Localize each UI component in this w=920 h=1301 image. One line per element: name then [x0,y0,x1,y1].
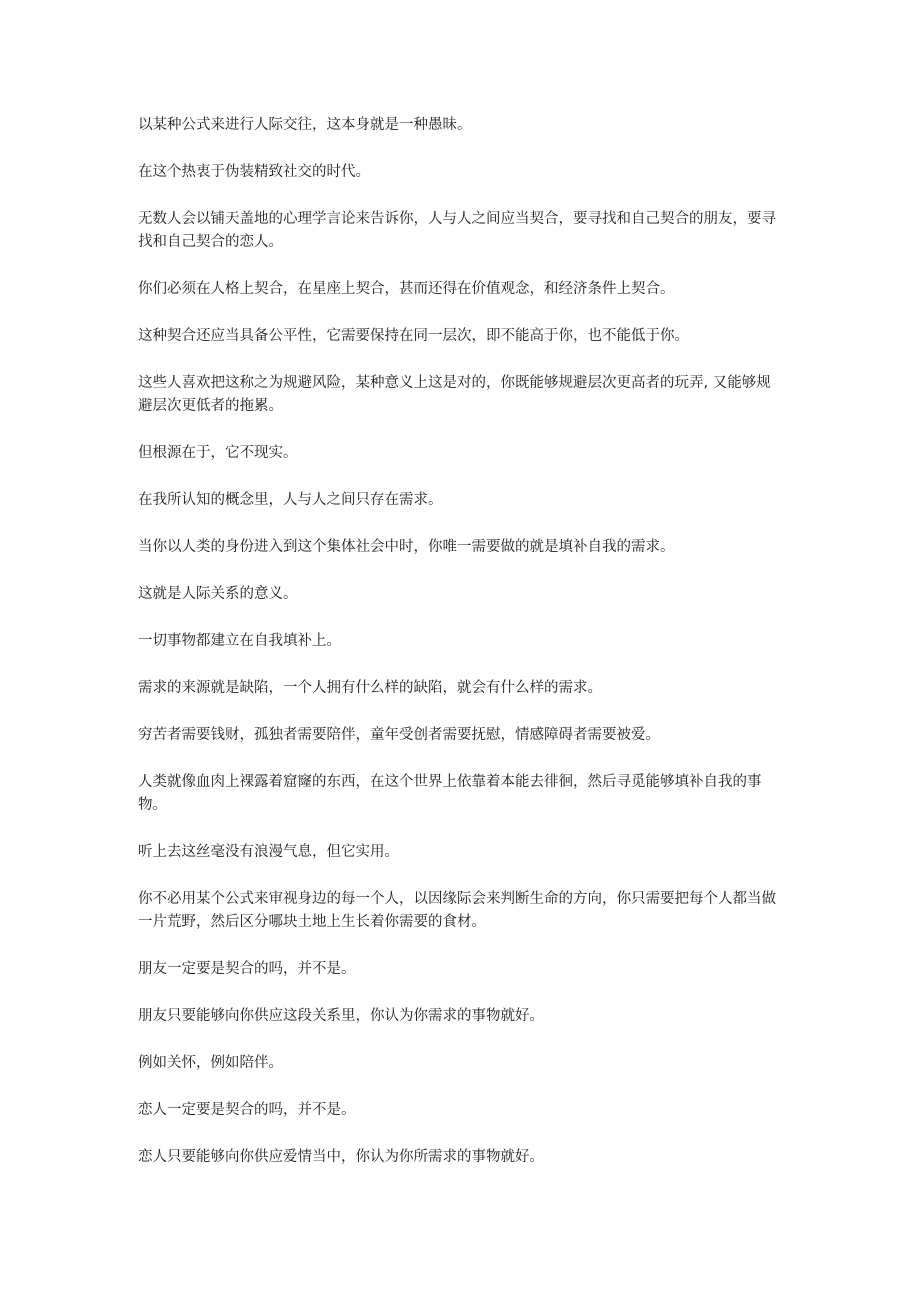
paragraph: 朋友一定要是契合的吗，并不是。 [138,961,356,977]
paragraph: 但根源在于，它不现实。 [138,445,298,461]
paragraph: 无数人会以铺天盖地的心理学言论来告诉你，人与人之间应当契合，要寻找和自己契合的朋友，要寻找和自己契合的恋人。 [138,211,776,250]
document-body [138,114,783,1193]
paragraph: 这些人喜欢把这称之为规避风险，某种意义上这是对的，你既能够规避层次更高者的玩弄, 又能够规避层次更低者的拖累。 [138,375,771,414]
paragraph: 需求的来源就是缺陷，一个人拥有什么样的缺陷，就会有什么样的需求。 [138,680,602,696]
paragraph: 在我所认知的概念里，人与人之间只存在需求。 [138,492,443,508]
paragraph: 当你以人类的身份进入到这个集体社会中时，你唯一需要做的就是填补自我的需求。 [138,539,675,555]
paragraph: 你们必须在人格上契合，在星座上契合，甚而还得在价值观念，和经济条件上契合。 [138,281,675,297]
paragraph: 这就是人际关系的意义。 [138,586,298,602]
paragraph: 在这个热衷于伪装精致社交的时代。 [138,164,370,180]
paragraph: 恋人只要能够向你供应爱情当中，你认为你所需求的事物就好。 [138,1149,544,1165]
paragraph: 穷苦者需要钱财，孤独者需要陪伴，童年受创者需要抚慰，情感障碍者需要被爱。 [138,727,660,743]
paragraph: 朋友只要能够向你供应这段关系里，你认为你需求的事物就好。 [138,1008,544,1024]
paragraph: 一切事物都建立在自我填补上。 [138,633,341,649]
paragraph: 你不必用某个公式来审视身边的每一个人，以因缘际会来判断生命的方向，你只需要把每个人都当做一片荒野，然后区分哪块土地上生长着你需要的食材。 [138,891,776,930]
paragraph: 听上去这丝毫没有浪漫气息，但它实用。 [138,844,399,860]
paragraph: 人类就像血肉上裸露着窟窿的东西，在这个世界上依靠着本能去徘徊，然后寻觅能够填补自我的事物。 [138,774,762,813]
paragraph: 这种契合还应当具备公平性，它需要保持在同一层次，即不能高于你，也不能低于你。 [138,328,689,344]
paragraph: 恋人一定要是契合的吗，并不是。 [138,1102,356,1118]
paragraph: 以某种公式来进行人际交往，这本身就是一种愚昧。 [138,117,472,133]
paragraph: 例如关怀，例如陪伴。 [138,1055,283,1071]
